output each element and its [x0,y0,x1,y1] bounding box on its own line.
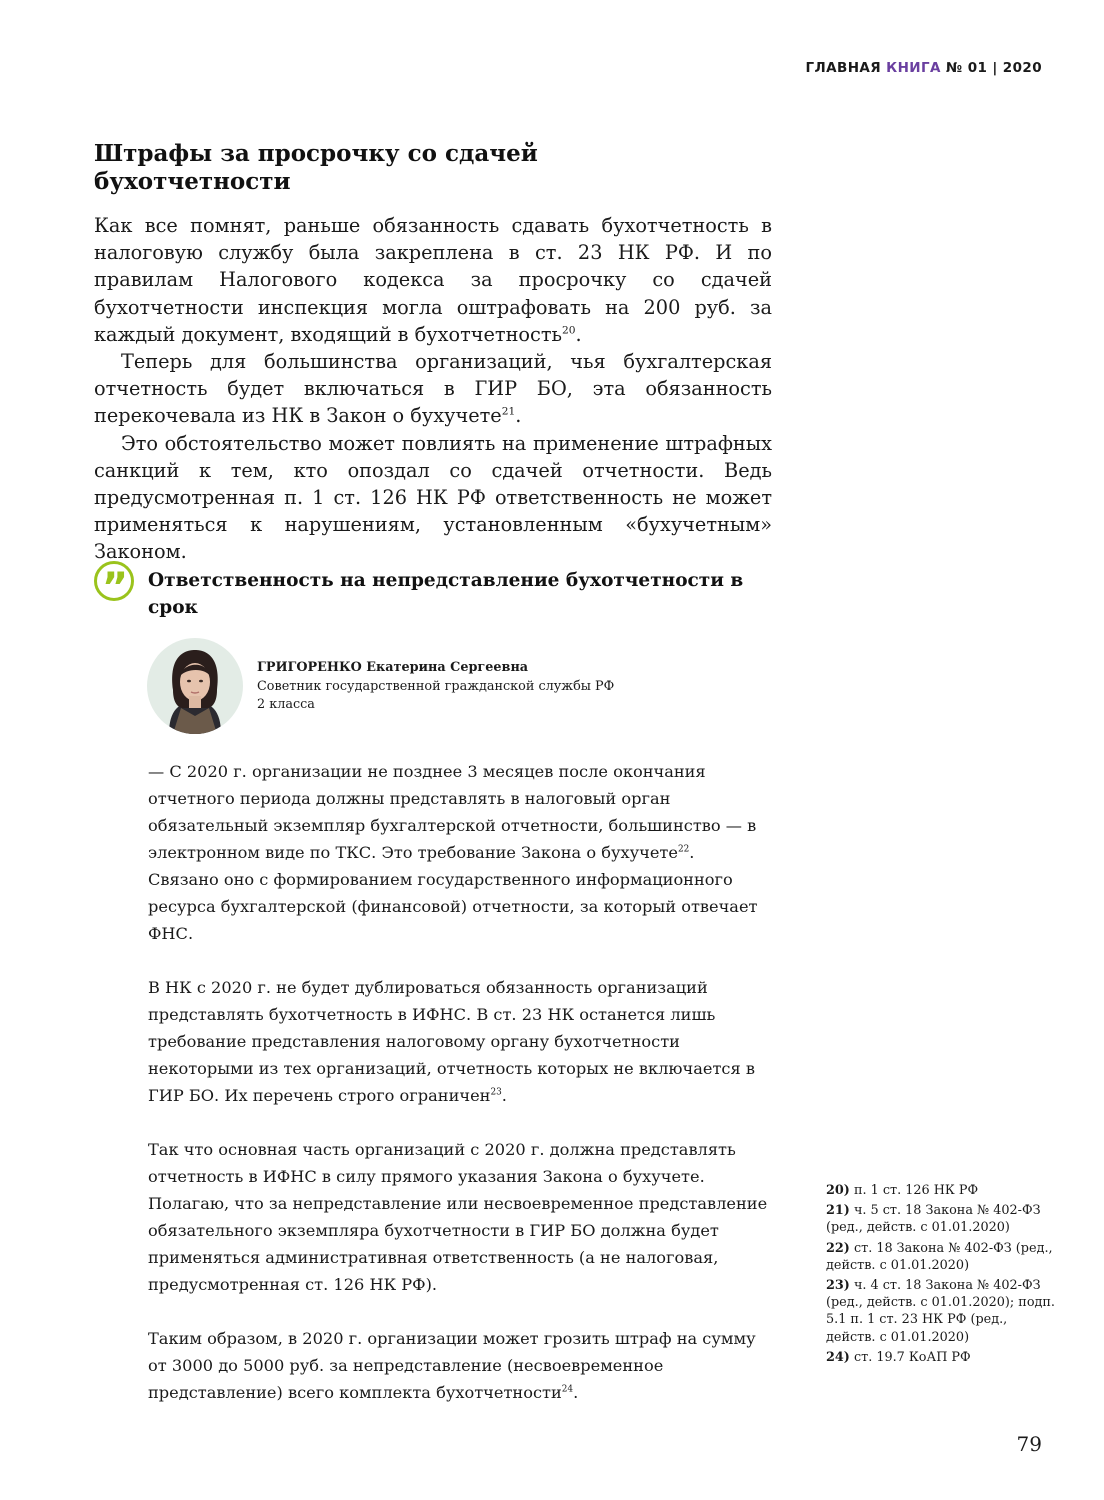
footnote-number: 21) [826,1203,850,1219]
intro-text [94,212,772,566]
expert-name: ГРИГОРЕНКО Екатерина Сергеевна [257,660,529,675]
page-number: 79 [1016,1432,1042,1456]
footnote-number: 22) [826,1240,850,1256]
footnote-text: ч. 4 ст. 18 Закона № 402-ФЗ (ред., действ. с 01.01.2020); подп. 5.1 п. 1 ст. 23 НК РФ (ред., действ. с 01.01.2020) [826,1278,1055,1345]
footnote-ref[interactable]: 24 [561,1384,574,1395]
footnote-text: ч. 5 ст. 18 Закона № 402-ФЗ (ред., действ. с 01.01.2020) [826,1203,1041,1236]
footnote-number: 20) [826,1183,850,1198]
quote-paragraph: Таким образом, в 2020 г. организации может грозить штраф на сумму от 3000 до 5000 руб. за непредставление (несвоевременное представление) всего комплекта бухотчетности$^{24}$. [148,1329,756,1402]
footnote-item [826,1277,1058,1346]
footnote-number: 23) [826,1278,850,1294]
footnote-ref[interactable]: 22 [677,844,690,855]
footnote-item [826,1202,1058,1236]
quote-paragraph: В НК с 2020 г. не будет дублироваться обязанность организаций представлять бухотчетность в ИФНС. В ст. 23 НК останется лишь требование представления налоговому органу бухотчетности некоторыми из тех организаций, отчетность которых не включается в ГИР БО. Их перечень строго ограничен$^{23}$. [148,978,755,1105]
magazine-masthead [806,60,1042,76]
quote-icon: ” [94,561,134,601]
masthead-accent: КНИГА [886,60,941,76]
footnotes [826,1182,1058,1369]
masthead-issue: № 01 | 2020 [945,60,1042,76]
footnote-ref[interactable]: 20 [562,323,576,337]
quote-paragraph: Так что основная часть организаций с 2020 г. должна представлять отчетность в ИФНС в силу прямого указания Закона о бухучете. Полагаю, что за непредставление или несвоевременное представление обязательного экземпляра бухотчетности в ГИР БО должна будет применяться административная ответственность (а не налоговая, предусмотренная ст. 126 НК РФ). [148,1140,768,1294]
intro-paragraph: Как все помнят, раньше обязанность сдавать бухотчетность в налоговую службу была закреплена в ст. 23 НК РФ. И по правилам Налогового кодекса за просрочку со сдачей бухотчетности инспекция могла оштрафовать на 200 руб. за каждый документ, входящий в бухотчетность$^{20}$. [94,214,772,346]
footnote-item [826,1349,1058,1366]
quote-paragraph: — С 2020 г. организации не позднее 3 месяцев после окончания отчетного периода должны представлять в налоговый орган обязательный экземпляр бухгалтерской отчетности, большинство — в электронном виде по ТКС. Это требование Закона о бухучете$^{22}$. Связано оно с формированием государственного информационного ресурса бухгалтерской (финансовой) отчетности, за который отвечает ФНС. [148,762,758,943]
masthead-title: ГЛАВНАЯ [805,60,882,76]
footnote-number: 24) [826,1349,850,1365]
footnote-text: ст. 19.7 КоАП РФ [853,1349,971,1365]
expert-quote-heading: Ответственность на непредставление бухотчетности в срок [148,570,744,618]
footnote-text: ст. 18 Закона № 402-ФЗ (ред., действ. с 01.01.2020) [826,1240,1053,1273]
footnote-text: п. 1 ст. 126 НК РФ [853,1183,979,1198]
intro-paragraph: Теперь для большинства организаций, чья бухгалтерская отчетность будет включаться в ГИР БО, эта обязанность перекочевала из НК в Закон о бухучете$^{21}$. [94,350,772,428]
avatar [147,638,243,734]
expert-portrait [147,638,243,734]
intro-paragraph: Это обстоятельство может повлиять на применение штрафных санкций к тем, кто опоздал со сдачей отчетности. Ведь предусмотренная п. 1 ст. 126 НК РФ ответственность не может применяться к нарушениям, установленным «бухучетным» Законом. [94,431,772,564]
footnote-item [826,1182,1058,1199]
footnote-ref[interactable]: 21 [501,405,516,418]
footnote-item [826,1240,1058,1274]
section-title: Штрафы за просрочку со сдачей бухотчетности [94,140,538,195]
expert-position: Советник государственной гражданской службы РФ 2 класса [257,679,615,712]
footnote-ref[interactable]: 23 [490,1087,502,1098]
quote-body [148,758,768,1433]
